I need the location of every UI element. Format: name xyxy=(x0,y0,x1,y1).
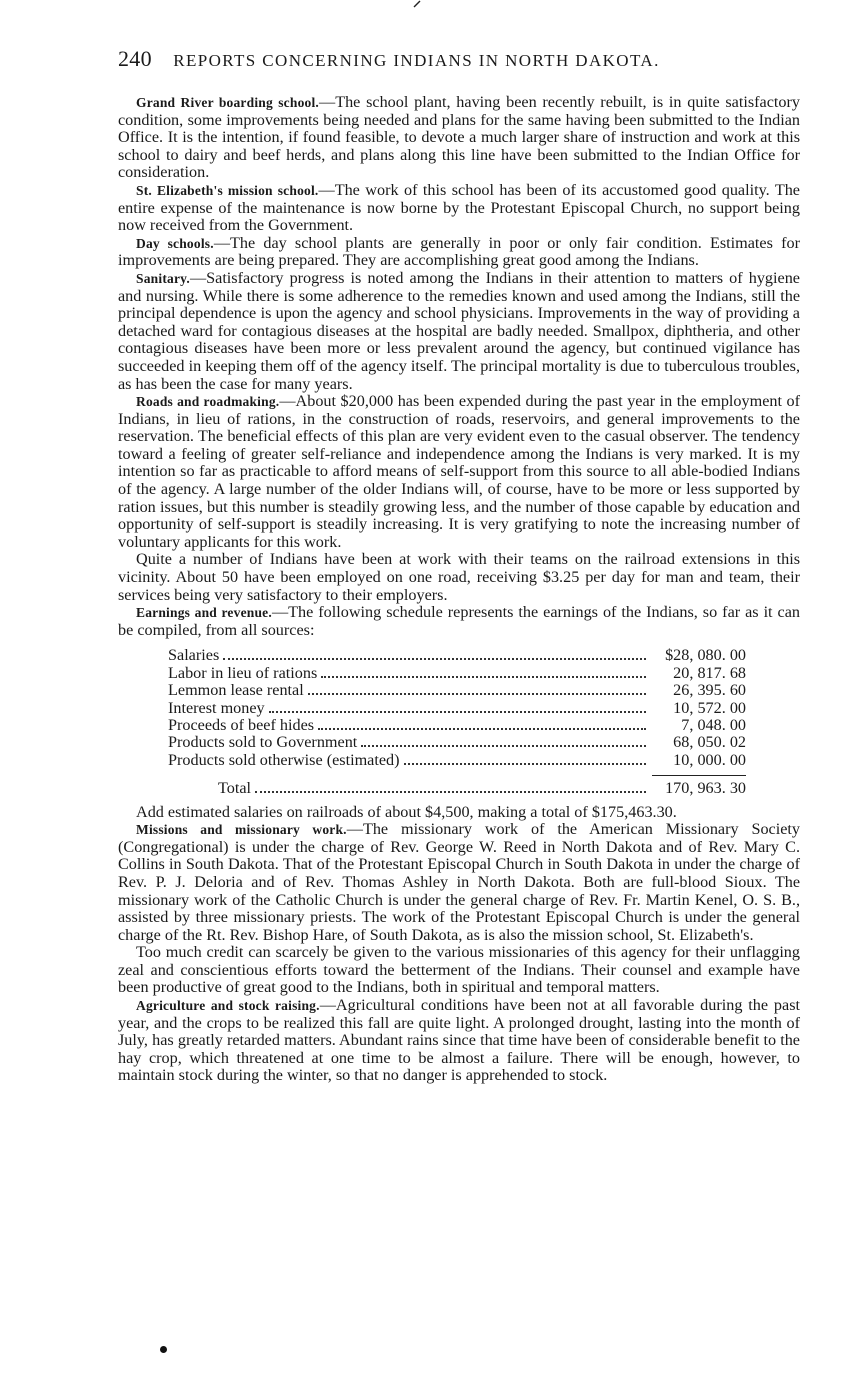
paragraph-text: Quite a number of Indians have been at work with their teams on the railroad extensions in this vicinity. About 50 have been employed on one road, receiving $3.25 per day for man and team, their services being very satisfactory to their employers. xyxy=(118,550,800,604)
leader-dots xyxy=(404,763,646,765)
schedule-amount: 10, 000. 00 xyxy=(673,750,746,769)
schedule-row xyxy=(168,717,746,734)
schedule-amount: $28, 080. 00 xyxy=(665,646,746,665)
paragraph-railroad-salaries xyxy=(118,804,800,822)
schedule-amount: 7, 048. 00 xyxy=(681,715,746,734)
total-label: Total xyxy=(218,779,252,798)
run-in-heading: Roads and roadmaking. xyxy=(136,394,280,410)
schedule-amount: 26, 395. 60 xyxy=(673,681,746,700)
run-in-heading: Earnings and revenue. xyxy=(136,605,272,621)
schedule-row xyxy=(168,752,746,769)
schedule-label: Lemmon lease rental xyxy=(168,681,304,700)
paragraph-roads xyxy=(118,393,800,551)
run-in-heading: Day schools. xyxy=(136,235,214,251)
schedule-amount: 68, 050. 02 xyxy=(673,733,746,752)
paragraph-sanitary xyxy=(118,270,800,393)
paragraph-text: —The day school plants are generally in poor or only fair condition. Estimates for improvements are being prepared. They are accomplishing great good among the Indians. xyxy=(118,233,800,270)
schedule-amount: 20, 817. 68 xyxy=(673,663,746,682)
schedule-label: Interest money xyxy=(168,698,265,717)
run-in-heading: Missions and missionary work. xyxy=(136,822,347,838)
earnings-schedule xyxy=(168,647,746,797)
paragraph-railroad xyxy=(118,551,800,604)
page-number: 240 xyxy=(118,46,152,71)
paragraph-text: —Satisfactory progress is noted among the Indians in their attention to matters of hygiene and nursing. While there is some adherence to the remedies known and used among the Indians, still the principal dependence is upon the agency and school physicians. Improvements in the way of providing a detached ward for contagious diseases at the hospital are badly needed. Smallpox, diphtheria, and other contagious diseases have been more or less prevalent around the agency, but continued vigilance has succeeded in keeping them off of the agency itself. The principal mortality is due to tuberculous troubles, as has been the case for many years. xyxy=(118,268,800,393)
schedule-row xyxy=(168,665,746,682)
paragraph-text: —About $20,000 has been expended during the past year in the employment of Indians, in lieu of rations, in the construction of roads, reservoirs, and general improvements to the reservation. The beneficial effects of this plan are very evident even to the casual observer. The tendency toward a feeling of greater self-reliance and independence among the Indians is very marked. It is my intention so far as practicable to afford means of self-support from this source to all able-bodied Indians of the agency. A large number of the older Indians will, of course, have to be more or less supported by ration issues, but this number is steadily growing less, and the number of those capable by education and opportunity of self-support is steadily increasing. It is very gratifying to note the increasing number of voluntary applicants for this work. xyxy=(118,392,800,551)
total-rule xyxy=(652,775,746,776)
leader-dots xyxy=(255,791,646,793)
schedule-label: Salaries xyxy=(168,646,220,665)
schedule-total-row xyxy=(168,780,746,797)
schedule-label: Products sold to Government xyxy=(168,733,358,752)
page-header xyxy=(118,46,808,72)
run-in-heading: Agriculture and stock raising. xyxy=(136,998,320,1014)
running-title: REPORTS CONCERNING INDIANS IN NORTH DAKOTA. xyxy=(173,51,660,70)
report-body xyxy=(118,94,800,1085)
paragraph-text: —Agricultural conditions have been not at all favorable during the past year, and the crops to be realized this fall are quite light. A prolonged drought, lasting into the month of July, has greatly retarded matters. Abundant rains since that time have been of considerable benefit to the hay crop, which threatened at one time to be almost a failure. There will be enough, however, to maintain stock during the winter, so that no danger is apprehended to stock. xyxy=(118,996,800,1085)
total-amount: 170, 963. 30 xyxy=(665,779,746,798)
paragraph-text: Too much credit can scarcely be given to the various missionaries of this agency for their unflagging zeal and conscientious efforts toward the betterment of the Indians. Their counsel and example have been productive of great good to the Indians, both in spiritual and temporal matters. xyxy=(118,943,800,997)
schedule-row xyxy=(168,734,746,751)
leader-dots xyxy=(321,676,646,678)
schedule-label: Labor in lieu of rations xyxy=(168,663,318,682)
paragraph-text: Add estimated salaries on railroads of about $4,500, making a total of $175,463.30. xyxy=(136,802,677,821)
paragraph-missions xyxy=(118,821,800,944)
paragraph-agriculture xyxy=(118,997,800,1085)
schedule-row xyxy=(168,700,746,717)
paragraph-text: —The following schedule represents the earnings of the Indians, so far as it can be compiled, from all sources: xyxy=(118,603,800,639)
run-in-heading: Grand River boarding school. xyxy=(136,95,319,110)
leader-dots xyxy=(223,658,646,660)
stray-mark xyxy=(412,0,422,8)
paragraph-st-elizabeth xyxy=(118,182,800,235)
schedule-amount: 10, 572. 00 xyxy=(673,698,746,717)
leader-dots xyxy=(269,711,646,713)
leader-dots xyxy=(318,728,646,730)
paragraph-earnings xyxy=(118,604,800,639)
paragraph-grand-river xyxy=(118,94,800,182)
schedule-label: Products sold otherwise (estimated) xyxy=(168,750,400,769)
ink-dot xyxy=(160,1346,167,1353)
paragraph-text: —The work of this school has been of its accustomed good quality. The entire expense of the maintenance is now borne by the Protestant Episcopal Church, no support being now received from the Government. xyxy=(118,180,800,235)
paragraph-missionaries-credit xyxy=(118,944,800,997)
schedule-row xyxy=(168,682,746,699)
leader-dots xyxy=(361,745,646,747)
run-in-heading: Sanitary. xyxy=(136,270,190,286)
leader-dots xyxy=(308,693,646,695)
paragraph-text: —The missionary work of the American Missionary Society (Congregational) is under the charge of Rev. George W. Reed in North Dakota and of Rev. Mary C. Collins in South Dakota. That of the Protestant Episcopal Church in South Dakota in under the charge of Rev. P. J. Deloria and of Rev. Thomas Ashley in North Dakota. Both are full-blood Sioux. The missionary work of the Catholic Church is under the general charge of Rev. Fr. Martin Kenel, O. S. B., assisted by three missionary priests. The work of the Protestant Episcopal Church is under the general charge of the Rt. Rev. Bishop Hare, of South Dakota, as is also the mission school, St. Elizabeth's. xyxy=(118,820,800,944)
run-in-heading: St. Elizabeth's mission school. xyxy=(136,182,319,198)
paragraph-day-schools xyxy=(118,235,800,270)
schedule-label: Proceeds of beef hides xyxy=(168,715,315,734)
schedule-row xyxy=(168,647,746,664)
paragraph-text: —The school plant, having been recently rebuilt, is in quite satisfactory condition, some improvements being needed and plans for the same having been submitted to the Indian Office. It is the intention, if found feasible, to devote a much larger share of instruction and work at this school to dairy and beef herds, and plans along this line have been submitted to the Indian Office for consideration. xyxy=(118,93,800,182)
